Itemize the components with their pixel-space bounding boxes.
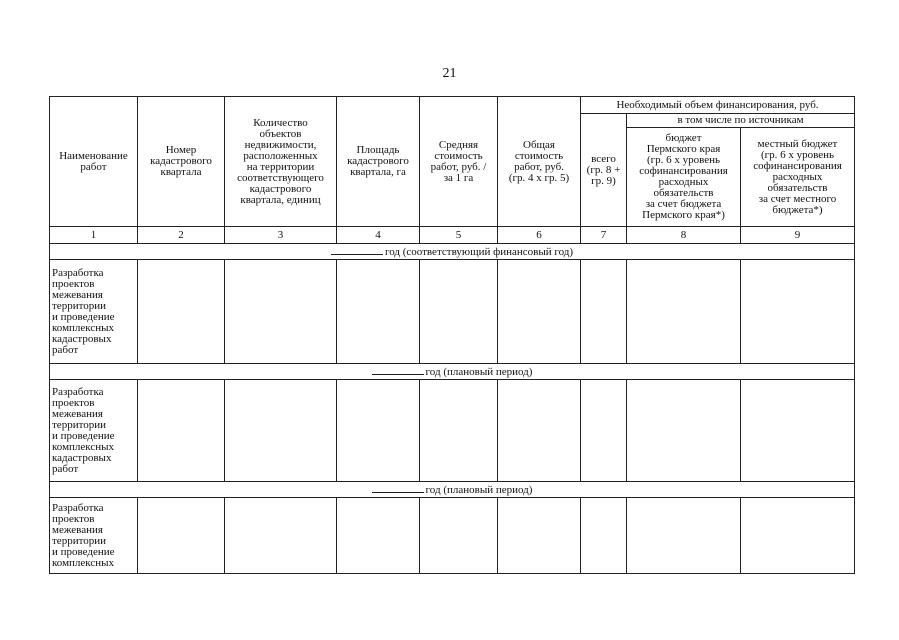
- table-cell: [581, 260, 627, 364]
- year-row: [50, 244, 855, 260]
- work-name: Разработка проектов межевания территории и проведение комплексных кадастровых работ: [50, 380, 138, 482]
- year-row: [50, 364, 855, 380]
- header-name-of-works: Наименование работ: [50, 97, 138, 227]
- table-cell: [498, 260, 581, 364]
- column-number: 8: [627, 227, 741, 244]
- table-cell: [420, 498, 498, 574]
- table-cell: [138, 380, 225, 482]
- table-cell: [741, 498, 855, 574]
- year-row-cell: [50, 364, 855, 380]
- table-cell: [627, 260, 741, 364]
- header-local-budget: местный бюджет (гр. 6 х уровень софинансирования расходных обязательств за счет местного бюджета*): [741, 128, 855, 227]
- header-objects-count: Количество объектов недвижимости, расположенных на территории соответствующего кадастрового квартала, единиц: [225, 97, 337, 227]
- column-number: 1: [50, 227, 138, 244]
- column-number: 3: [225, 227, 337, 244]
- header-financing-required: Необходимый объем финансирования, руб.: [581, 97, 855, 114]
- table-cell: [225, 380, 337, 482]
- table-cell: [337, 498, 420, 574]
- header-area: Площадь кадастрового квартала, га: [337, 97, 420, 227]
- table-row: [50, 380, 855, 482]
- page-number: 21: [442, 66, 457, 81]
- header-total-cost: Общая стоимость работ, руб. (гр. 4 х гр. 5): [498, 97, 581, 227]
- column-number: 9: [741, 227, 855, 244]
- table-cell: [420, 260, 498, 364]
- column-number: 5: [420, 227, 498, 244]
- year-row: [50, 482, 855, 498]
- table-cell: [627, 380, 741, 482]
- table-row: [50, 260, 855, 364]
- blank-line: [372, 483, 424, 493]
- blank-line: [331, 245, 383, 255]
- table-cell: [138, 260, 225, 364]
- column-number: 7: [581, 227, 627, 244]
- column-number: 2: [138, 227, 225, 244]
- header-regional-budget: бюджет Пермского края (гр. 6 х уровень софинансирования расходных обязательств за счет бюджета Пермского края*): [627, 128, 741, 227]
- table-cell: [581, 498, 627, 574]
- blank-line: [372, 365, 424, 375]
- year-label: год (плановый период): [425, 484, 533, 496]
- year-row-cell: [50, 244, 855, 260]
- table-cell: [225, 260, 337, 364]
- table-cell: [337, 260, 420, 364]
- header-by-sources: в том числе по источникам: [627, 114, 855, 128]
- column-number: 4: [337, 227, 420, 244]
- column-number: 6: [498, 227, 581, 244]
- table-cell: [225, 498, 337, 574]
- header-total: всего (гр. 8 + гр. 9): [581, 114, 627, 227]
- work-name: Разработка проектов межевания территории и проведение комплексных: [50, 498, 138, 574]
- work-name: Разработка проектов межевания территории и проведение комплексных кадастровых работ: [50, 260, 138, 364]
- table-cell: [627, 498, 741, 574]
- year-label: год (соответствующий финансовый год): [384, 246, 574, 258]
- year-label: год (плановый период): [425, 366, 533, 378]
- financing-table: [49, 96, 855, 574]
- table-row: [50, 498, 855, 574]
- table-cell: [741, 380, 855, 482]
- table-cell: [420, 380, 498, 482]
- table-cell: [138, 498, 225, 574]
- header-avg-cost: Средняя стоимость работ, руб. / за 1 га: [420, 97, 498, 227]
- header-cadastral-number: Номер кадастрового квартала: [138, 97, 225, 227]
- table-cell: [337, 380, 420, 482]
- column-numbers-row: [50, 227, 855, 244]
- table-cell: [741, 260, 855, 364]
- table-cell: [498, 380, 581, 482]
- year-row-cell: [50, 482, 855, 498]
- table-cell: [581, 380, 627, 482]
- table-cell: [498, 498, 581, 574]
